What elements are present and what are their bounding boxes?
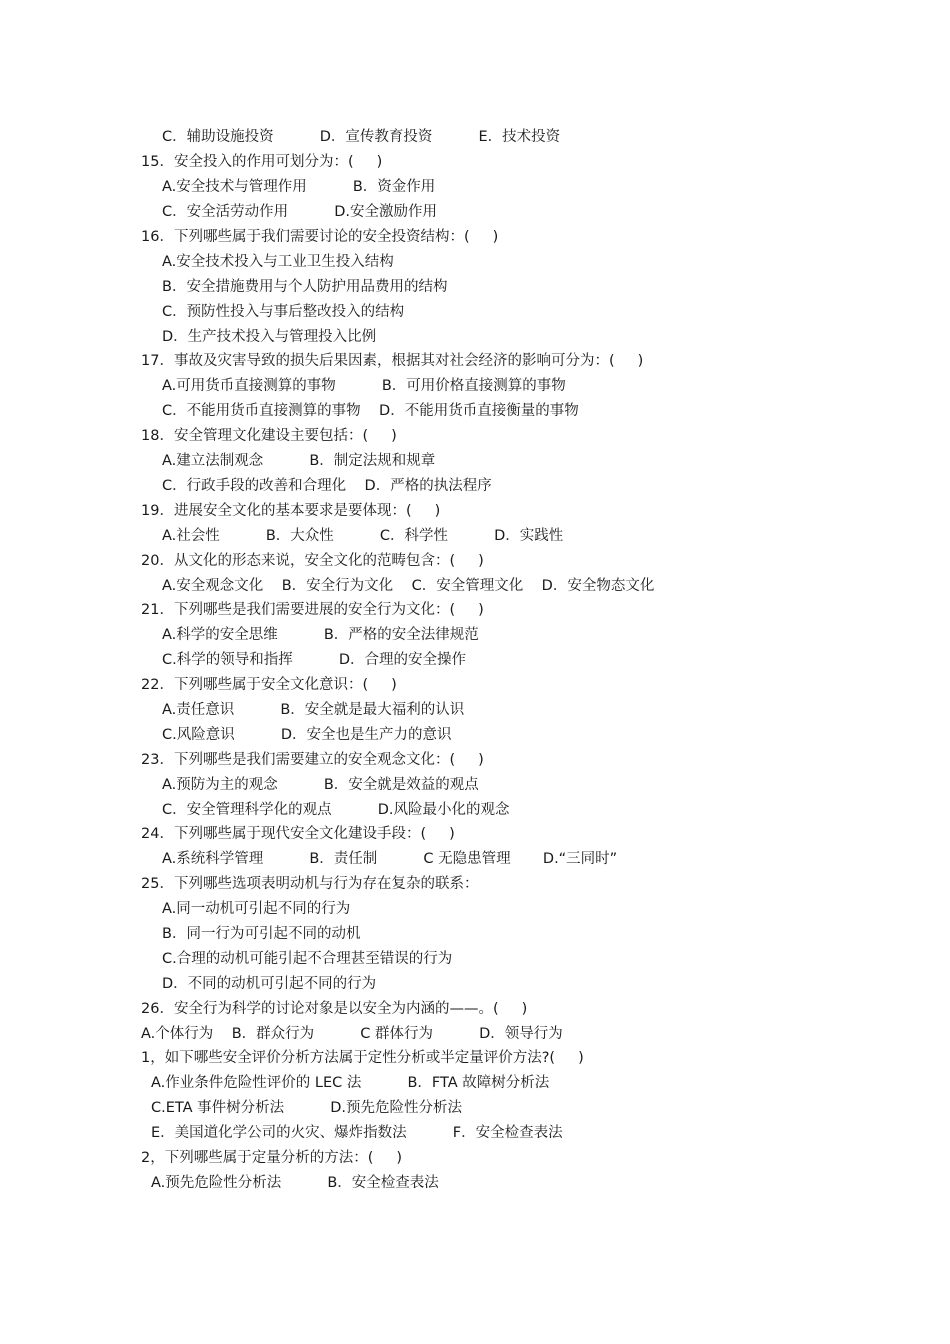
q15-question: 15．安全投入的作用可划分为：( ) (141, 154, 383, 170)
q23-options-ab: A.预防为主的观念 B．安全就是效益的观点 (162, 777, 479, 793)
q24-question: 24．下列哪些属于现代安全文化建设手段：( ) (141, 826, 455, 842)
q18-question: 18．安全管理文化建设主要包括：( ) (141, 428, 397, 444)
q23-options-cd: C．安全管理科学化的观点 D.风险最小化的观念 (162, 802, 510, 818)
q19-question: 19．进展安全文化的基本要求是要体现：( ) (141, 503, 441, 519)
q25-option-c: C.合理的动机可能引起不合理甚至错误的行为 (162, 951, 453, 967)
eval-q1-options-ab: A.作业条件危险性评价的 LEC 法 B．FTA 故障树分析法 (151, 1075, 550, 1091)
q21-options-cd: C.科学的领导和指挥 D．合理的安全操作 (162, 652, 466, 668)
q20-question: 20．从文化的形态来说，安全文化的范畴包含：( ) (141, 553, 484, 569)
q25-option-b: B．同一行为可引起不同的动机 (162, 926, 361, 942)
eval-q2-options-ab: A.预先危险性分析法 B．安全检查表法 (151, 1175, 439, 1191)
q15-options-cd: C．安全活劳动作用 D.安全激励作用 (162, 204, 437, 220)
q20-options: A.安全观念文化 B．安全行为文化 C．安全管理文化 D．安全物态文化 (162, 578, 655, 594)
q25-option-a: A.同一动机可引起不同的行为 (162, 901, 351, 917)
q16-option-b: B．安全措施费用与个人防护用品费用的结构 (162, 279, 448, 295)
q22-question: 22．下列哪些属于安全文化意识：( ) (141, 677, 397, 693)
q19-options: A.社会性 B．大众性 C．科学性 D．实践性 (162, 528, 564, 544)
q18-options-cd: C．行政手段的改善和合理化 D．严格的执法程序 (162, 478, 492, 494)
q16-question: 16．下列哪些属于我们需要讨论的安全投资结构：( ) (141, 229, 499, 245)
q16-option-d: D．生产技术投入与管理投入比例 (162, 329, 377, 345)
q17-options-cd: C．不能用货币直接测算的事物 D．不能用货币直接衡量的事物 (162, 403, 579, 419)
q21-question: 21．下列哪些是我们需要进展的安全行为文化：( ) (141, 602, 484, 618)
q25-question: 25．下列哪些选项表明动机与行为存在复杂的联系： (141, 876, 479, 892)
eval-q1-options-ef: E．美国道化学公司的火灾、爆炸指数法 F．安全检查表法 (151, 1125, 563, 1141)
q22-options-ab: A.责任意识 B．安全就是最大福利的认识 (162, 702, 465, 718)
q18-options-ab: A.建立法制观念 B．制定法规和规章 (162, 453, 436, 469)
q23-question: 23．下列哪些是我们需要建立的安全观念文化：( ) (141, 752, 484, 768)
q14-options-cde: C．辅助设施投资 D．宣传教育投资 E．技术投资 (162, 129, 561, 145)
eval-q1-question: 1，如下哪些安全评价分析方法属于定性分析或半定量评价方法?( ) (141, 1050, 584, 1066)
eval-q1-options-cd: C.ETA 事件树分析法 D.预先危险性分析法 (151, 1100, 463, 1116)
q24-options: A.系统科学管理 B．责任制 C 无隐患管理 D.“三同时” (162, 851, 618, 867)
q26-question: 26．安全行为科学的讨论对象是以安全为内涵的——。( ) (141, 1001, 528, 1017)
q26-options: A.个体行为 B．群众行为 C 群体行为 D．领导行为 (141, 1026, 563, 1042)
q22-options-cd: C.风险意识 D．安全也是生产力的意识 (162, 727, 452, 743)
q16-option-a: A.安全技术投入与工业卫生投入结构 (162, 254, 394, 270)
q21-options-ab: A.科学的安全思维 B．严格的安全法律规范 (162, 627, 479, 643)
eval-q2-question: 2，下列哪些属于定量分析的方法：( ) (141, 1150, 403, 1166)
q15-options-ab: A.安全技术与管理作用 B．资金作用 (162, 179, 436, 195)
q17-question: 17．事故及灾害导致的损失后果因素，根据其对社会经济的影响可分为：( ) (141, 353, 644, 369)
q16-option-c: C．预防性投入与事后整改投入的结构 (162, 304, 405, 320)
q17-options-ab: A.可用货币直接测算的事物 B．可用价格直接测算的事物 (162, 378, 566, 394)
q25-option-d: D．不同的动机可引起不同的行为 (162, 976, 377, 992)
